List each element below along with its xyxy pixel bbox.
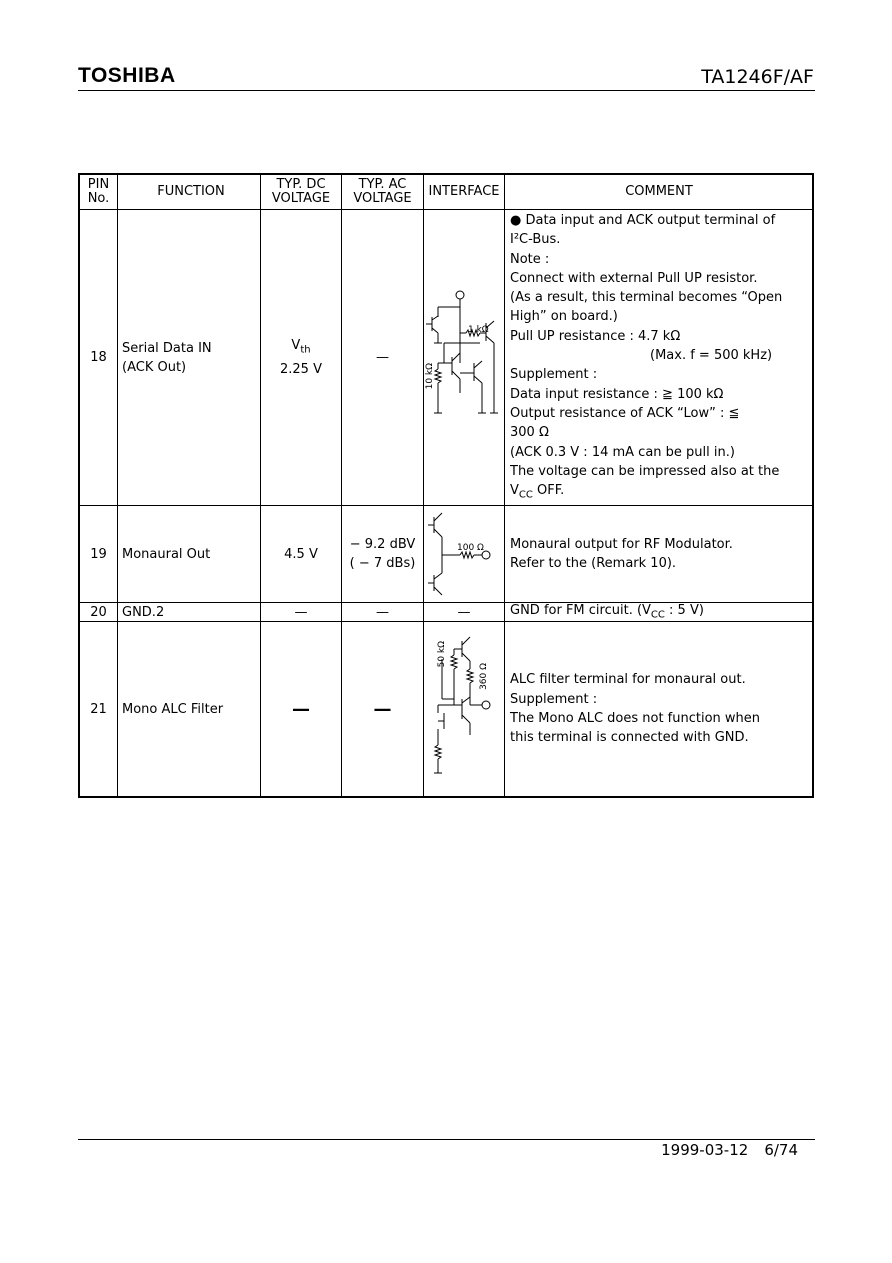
comment-vcc: V <box>510 483 519 499</box>
dc-voltage-symbol <box>261 336 341 360</box>
col-ac-line2: VOLTAGE <box>353 191 412 206</box>
interface-schematic-18 <box>424 283 504 433</box>
comment-cell <box>505 603 814 622</box>
resistor-label-10k: 10 kΩ <box>425 362 435 389</box>
brand-logo: TOSHIBA <box>78 64 176 87</box>
interface-schematic-21 <box>424 629 504 789</box>
ac-voltage-cell: — <box>342 603 424 622</box>
col-dc-header <box>261 174 342 210</box>
comment-line: Supplement : <box>510 367 598 383</box>
comment-line: Monaural output for RF Modulator. <box>510 536 733 552</box>
function-cell: Mono ALC Filter <box>118 622 261 798</box>
function-cell: GND.2 <box>118 603 261 622</box>
table-row-pin-19 <box>79 506 813 603</box>
dc-voltage-value: 2.25 V <box>280 361 322 377</box>
comment-line: Data input resistance : ≧ 100 kΩ <box>510 386 724 402</box>
pin-number: 19 <box>79 506 118 603</box>
comment-cell <box>505 506 814 603</box>
comment-line: (Max. f = 500 kHz) <box>650 348 773 364</box>
ac-voltage-cell <box>342 506 424 603</box>
interface-schematic-19 <box>424 509 504 599</box>
comment-line: this terminal is connected with GND. <box>510 730 749 746</box>
col-ac-header <box>342 174 424 210</box>
col-comment-header: COMMENT <box>505 174 814 210</box>
dc-voltage-cell <box>261 210 342 506</box>
col-function-header: FUNCTION <box>118 174 261 210</box>
comment-cell <box>505 210 814 506</box>
comment-line: ● Data input and ACK output terminal of <box>510 213 776 228</box>
function-cell <box>118 210 261 506</box>
dc-voltage-cell: — <box>261 622 342 798</box>
comment-part-b: : 5 V) <box>664 603 704 619</box>
col-ac-line1: TYP. AC <box>358 177 407 192</box>
table-row-pin-18 <box>79 210 813 506</box>
pin-number: 18 <box>79 210 118 506</box>
comment-line: Output resistance of ACK “Low” : ≦ <box>510 405 740 421</box>
comment-line: ALC filter terminal for monaural out. <box>510 672 746 688</box>
pin-function-table <box>78 173 814 798</box>
comment-cell <box>505 622 814 798</box>
footer-date: 1999-03-12 <box>661 1141 749 1159</box>
col-interface-header: INTERFACE <box>424 174 505 210</box>
interface-cell: — <box>424 603 505 622</box>
comment-line: The voltage can be impressed also at the <box>510 463 780 479</box>
function-line2: (ACK Out) <box>122 359 187 375</box>
part-number: TA1246F/AF <box>701 66 814 88</box>
ac-voltage-line1: − 9.2 dBV <box>349 537 416 553</box>
footer <box>661 1141 798 1159</box>
resistor-label-100: 100 Ω <box>457 543 484 554</box>
comment-line: 300 Ω <box>510 425 549 441</box>
comment-line: Note : <box>510 251 550 267</box>
comment-line: Supplement : <box>510 691 598 707</box>
dc-v-sub: th <box>300 344 311 356</box>
dc-voltage-cell: 4.5 V <box>261 506 342 603</box>
comment-vcc-sub: CC <box>518 489 533 501</box>
comment-line: Connect with external Pull UP resistor. <box>510 270 758 286</box>
comment-off: OFF. <box>532 483 565 499</box>
comment-line: (ACK 0.3 V : 14 mA can be pull in.) <box>510 444 735 460</box>
pin-number: 21 <box>79 622 118 798</box>
comment-sub: CC <box>650 609 665 621</box>
resistor-label-360: 360 Ω <box>479 663 489 690</box>
interface-cell <box>424 210 505 506</box>
footer-page: 6/74 <box>764 1141 798 1159</box>
col-pin-line2: No. <box>87 191 110 206</box>
col-dc-line2: VOLTAGE <box>271 191 331 206</box>
comment-line: Pull UP resistance : 4.7 kΩ <box>510 328 681 344</box>
footer-rule <box>78 1139 815 1140</box>
comment-line: (As a result, this terminal becomes “Open <box>510 290 783 306</box>
function-cell: Monaural Out <box>118 506 261 603</box>
interface-cell <box>424 622 505 798</box>
ac-voltage-cell: — <box>342 210 424 506</box>
header-rule <box>78 90 815 91</box>
comment-line <box>510 481 808 505</box>
pin-number: 20 <box>79 603 118 622</box>
col-pin-line1: PIN <box>87 177 110 192</box>
interface-cell <box>424 506 505 603</box>
dc-v: V <box>291 338 301 354</box>
comment-line: The Mono ALC does not function when <box>510 711 761 727</box>
comment-line: Refer to the (Remark 10). <box>510 556 677 572</box>
comment-line: I²C-Bus. <box>510 232 561 248</box>
col-pin-header <box>79 174 118 210</box>
table-row-pin-21 <box>79 622 813 798</box>
resistor-label-50k: 50 kΩ <box>437 641 447 668</box>
col-dc-line1: TYP. DC <box>276 177 326 192</box>
function-line1: Serial Data IN <box>122 340 212 356</box>
table-row-pin-20 <box>79 603 813 622</box>
ac-voltage-line2: ( − 7 dBs) <box>349 556 416 572</box>
dc-voltage-cell: — <box>261 603 342 622</box>
comment-line: High” on board.) <box>510 309 618 325</box>
ac-voltage-cell: — <box>342 622 424 798</box>
resistor-label-1k: 1 kΩ <box>468 324 489 335</box>
comment-part-a: GND for FM circuit. (V <box>510 603 651 619</box>
table-header-row <box>79 174 813 210</box>
